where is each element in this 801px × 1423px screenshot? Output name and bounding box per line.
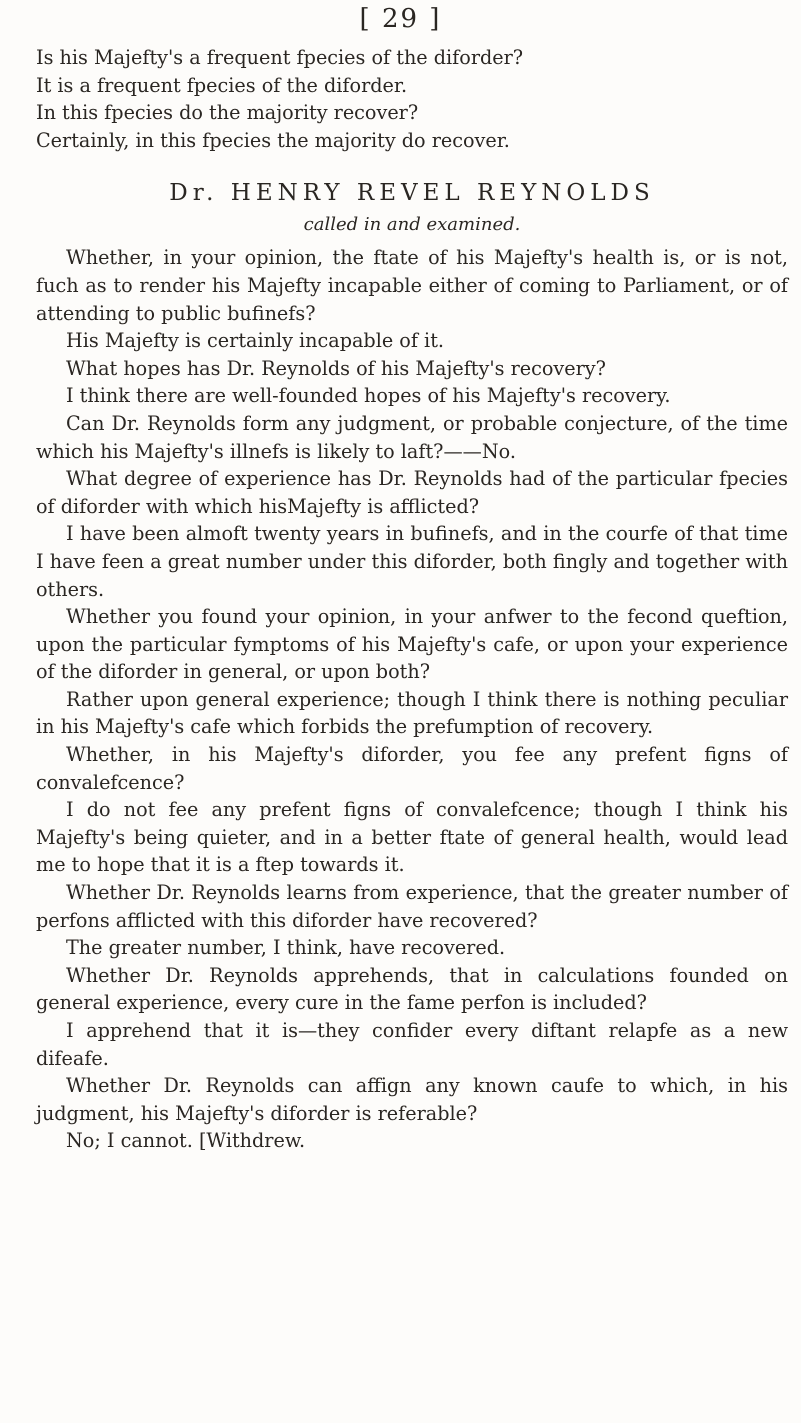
answer-paragraph: The greater number, I think, have recovered. [66,936,506,960]
question-paragraph: Whether, in your opinion, the ftate of his Majefty's health is, or is not, fuch as to render his Majefty incapable either of coming to Parliament, or of attending to public bufinefs? [36,246,788,325]
question-paragraph: Whether Dr. Reynolds learns from experience, that the greater number of perfons afflicted with this diforder have recovered? [36,881,788,932]
question-paragraph: Whether, in his Majefty's diforder, you fee any prefent figns of convalefcence? [36,743,788,794]
paragraph: It is a frequent fpecies of the diforder. [36,73,408,97]
paragraph: In this fpecies do the majority recover? [36,101,419,125]
question-paragraph: Whether Dr. Reynolds can affign any known caufe to which, in his judgment, his Majefty's diforder is referable? [36,1074,788,1125]
paragraph: Certainly, in this fpecies the majority do recover. [36,128,510,152]
question-paragraph: Can Dr. Reynolds form any judgment, or probable conjecture, of the time which his Majefty's illnefs is likely to laft?——No. [36,411,788,463]
section-subheading: called in and examined. [303,214,521,236]
answer-paragraph: I think there are well-founded hopes of his Majefty's recovery. [66,384,671,408]
answer-paragraph: I do not fee any prefent figns of convalefcence; though I think his Majefty's being quieter, and in a better ftate of general health, would lead me to hope that it is a ftep towards it. [36,798,788,877]
document-body [36,44,788,1155]
question-paragraph: Whether you found your opinion, in your anfwer to the fecond queftion, upon the particular fymptoms of his Majefty's cafe, or upon your experience of the diforder in general, or upon both? [36,605,788,684]
question-paragraph: What degree of experience has Dr. Reynolds had of the particular fpecies of diforder with which hisMajefty is afflicted? [36,467,788,518]
paragraph: Is his Majefty's a frequent fpecies of the diforder? [36,46,524,69]
question-paragraph: What hopes has Dr. Reynolds of his Majefty's recovery? [66,356,606,380]
question-paragraph: Whether Dr. Reynolds apprehends, that in calculations founded on general experience, every cure in the fame perfon is included? [36,963,788,1015]
answer-paragraph: His Majefty is certainly incapable of it. [66,329,445,353]
answer-paragraph: Rather upon general experience; though I think there is nothing peculiar in his Majefty's cafe which forbids the prefumption of recovery. [36,687,788,739]
answer-paragraph: I have been almoft twenty years in bufinefs, and in the courfe of that time I have feen a great number under this diforder, both fingly and together with others. [36,522,788,601]
answer-paragraph: I apprehend that it is—they confider every diftant relapfe as a new difeafe. [36,1019,788,1070]
answer-paragraph: No; I cannot. [Withdrew. [66,1129,306,1153]
section-heading: Dr. HENRY REVEL REYNOLDS [169,180,655,207]
page-number: [ 29 ] [359,4,442,34]
